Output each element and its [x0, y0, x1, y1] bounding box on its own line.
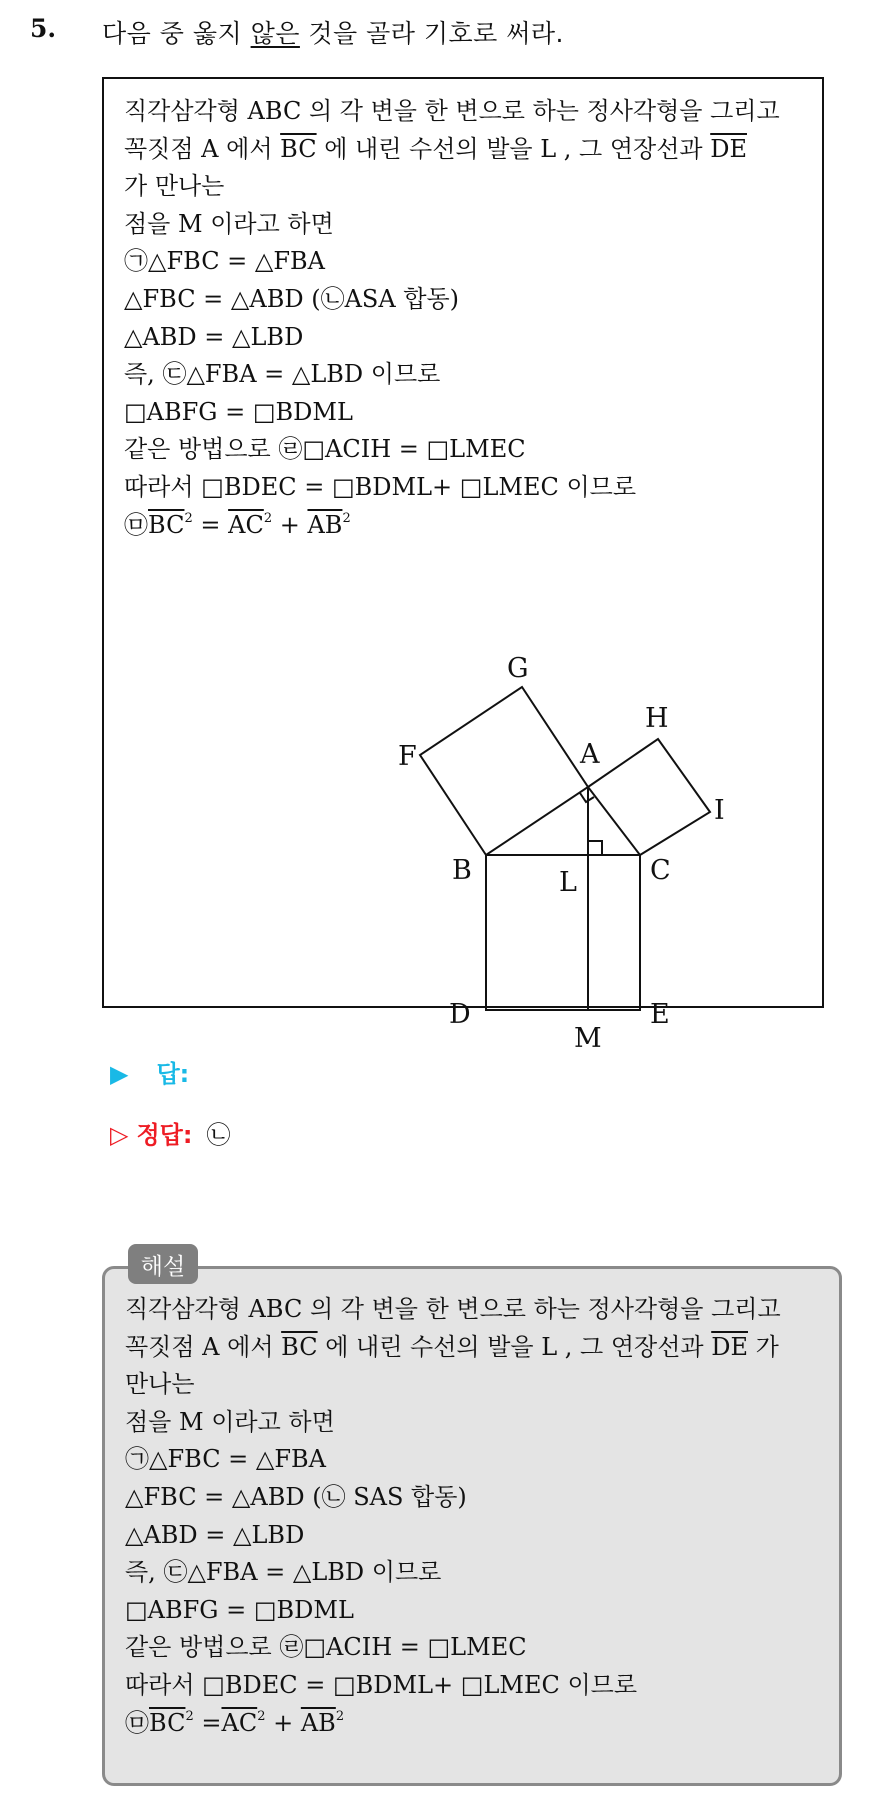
correct-answer-label: 정답: [136, 1121, 193, 1149]
solution-text: 꼭짓점 A 에서 [125, 1332, 282, 1361]
solution-text: 같은 방법으로 ㉣□ACIH = □LMEC [125, 1633, 527, 1662]
label-g: G [507, 653, 529, 684]
solution-text: 에 내린 수선의 발을 L , 그 연장선과 [317, 1332, 712, 1361]
solution-text: ㉠△FBC = △FBA [125, 1445, 326, 1474]
label-a: A [580, 739, 600, 770]
question-text-underlined: 않은 [250, 19, 300, 48]
correct-answer-triangle-icon: ▷ [110, 1121, 129, 1149]
label-i: I [714, 795, 725, 826]
problem-text: 즉, ㉢△FBA = △LBD 이므로 [124, 360, 441, 389]
right-angle-mark-l [588, 841, 602, 855]
answer-triangle-icon: ▶ [110, 1060, 129, 1088]
problem-line [124, 281, 808, 319]
problem-lines [124, 93, 808, 544]
correct-answer-row [110, 1115, 230, 1150]
solution-line [125, 1479, 825, 1517]
solution-text: △ABD = △LBD [125, 1520, 305, 1549]
problem-line [124, 131, 808, 169]
problem-text: 에 내린 수선의 발을 L , 그 연장선과 [316, 134, 711, 163]
problem-text: 같은 방법으로 ㉣□ACIH = □LMEC [124, 435, 526, 464]
solution-line [125, 1554, 825, 1592]
square-acih [588, 739, 710, 855]
problem-text: □ABFG = □BDML [124, 397, 353, 426]
solution-text: □ABFG = □BDML [125, 1595, 354, 1624]
solution-text: 점을 M 이라고 하면 [125, 1407, 335, 1436]
problem-box [102, 77, 824, 1054]
label-m: M [574, 1023, 602, 1054]
problem-line [124, 206, 808, 244]
problem-text: 직각삼각형 ABC 의 각 변을 한 변으로 하는 정사각형을 그리고 [124, 97, 780, 125]
question-number: 5. [30, 14, 57, 43]
problem-line [124, 356, 808, 394]
solution-text: = [193, 1708, 222, 1737]
solution-line [125, 1667, 825, 1705]
square-abfg [420, 687, 588, 855]
label-e: E [650, 999, 670, 1030]
solution-superscript: 2 [257, 1708, 266, 1724]
solution-segment-overline: $\overline{BC}$ [149, 1708, 186, 1737]
problem-segment-overline: $\overline{AB}$ [307, 510, 343, 539]
label-f: F [398, 741, 417, 772]
solution-superscript: 2 [335, 1708, 345, 1724]
label-c: C [650, 855, 671, 886]
problem-superscript: 2 [263, 510, 273, 526]
solution-text: 직각삼각형 ABC 의 각 변을 한 변으로 하는 정사각형을 그리고 [125, 1295, 781, 1323]
solution-segment-overline: $\overline{BC}$ [281, 1332, 318, 1361]
solution-text: 즉, ㉢△FBA = △LBD 이므로 [125, 1558, 442, 1587]
solution-box [102, 1266, 842, 1786]
answer-label: 답: [156, 1060, 190, 1088]
problem-line [124, 319, 808, 357]
solution-tab: 해설 [128, 1244, 198, 1284]
correct-answer-value: ㉡ [206, 1121, 231, 1149]
solution-segment-overline: $\overline{DE}$ [711, 1332, 748, 1361]
solution-line [125, 1705, 825, 1743]
problem-text: = [192, 510, 229, 539]
problem-line [124, 394, 808, 432]
solution-text: + [265, 1708, 301, 1737]
problem-line [124, 507, 808, 545]
problem-text: 가 만나는 [124, 172, 225, 201]
question-text-before: 다음 중 옳지 [102, 19, 251, 48]
solution-line [125, 1441, 825, 1479]
problem-text: ㉤ [124, 510, 148, 539]
problem-line [124, 431, 808, 469]
solution-text: 따라서 □BDEC = □BDML+ □LMEC 이므로 [125, 1670, 638, 1699]
label-d: D [449, 999, 471, 1030]
answer-row [110, 1054, 189, 1089]
solution-line [125, 1629, 825, 1667]
solution-text: ㉤ [125, 1708, 149, 1737]
label-h: H [645, 703, 669, 734]
solution-segment-overline: $\overline{AC}$ [221, 1708, 258, 1737]
problem-superscript: 2 [184, 510, 193, 526]
problem-superscript: 2 [342, 510, 351, 526]
problem-segment-overline: $\overline{DE}$ [710, 134, 747, 163]
problem-segment-overline: $\overline{BC}$ [280, 134, 317, 163]
pythagoras-figure [384, 644, 744, 1064]
solution-text: △FBC = △ABD (㉡ SAS 합동) [125, 1482, 467, 1511]
solution-text: 만나는 [125, 1370, 195, 1399]
problem-segment-overline: $\overline{BC}$ [148, 510, 185, 539]
solution-line [125, 1517, 825, 1555]
solution-line [125, 1291, 825, 1329]
solution-superscript: 2 [185, 1708, 194, 1724]
problem-text: ㉠△FBC = △FBA [124, 247, 325, 276]
solution-line [125, 1329, 825, 1367]
solution-line [125, 1366, 825, 1404]
problem-line [124, 93, 808, 131]
problem-line [124, 469, 808, 507]
label-l: L [559, 867, 577, 898]
problem-line [124, 168, 808, 206]
question-text-after: 것을 골라 기호로 써라. [299, 19, 564, 48]
problem-text: 점을 M 이라고 하면 [124, 209, 334, 238]
problem-text: △ABD = △LBD [124, 322, 304, 351]
problem-text: + [272, 510, 308, 539]
solution-text: 가 [747, 1332, 779, 1361]
solution-lines [125, 1291, 825, 1742]
problem-segment-overline: $\overline{AC}$ [228, 510, 264, 539]
solution-segment-overline: $\overline{AB}$ [300, 1708, 336, 1737]
solution-line [125, 1404, 825, 1442]
problem-text: △FBC = △ABD (㉡ASA 합동) [124, 284, 460, 313]
problem-text: 꼭짓점 A 에서 [124, 134, 281, 163]
problem-line [124, 243, 808, 281]
solution-line [125, 1592, 825, 1630]
question-text [102, 14, 564, 50]
label-b: B [452, 855, 472, 886]
problem-text: 따라서 □BDEC = □BDML+ □LMEC 이므로 [124, 472, 637, 501]
